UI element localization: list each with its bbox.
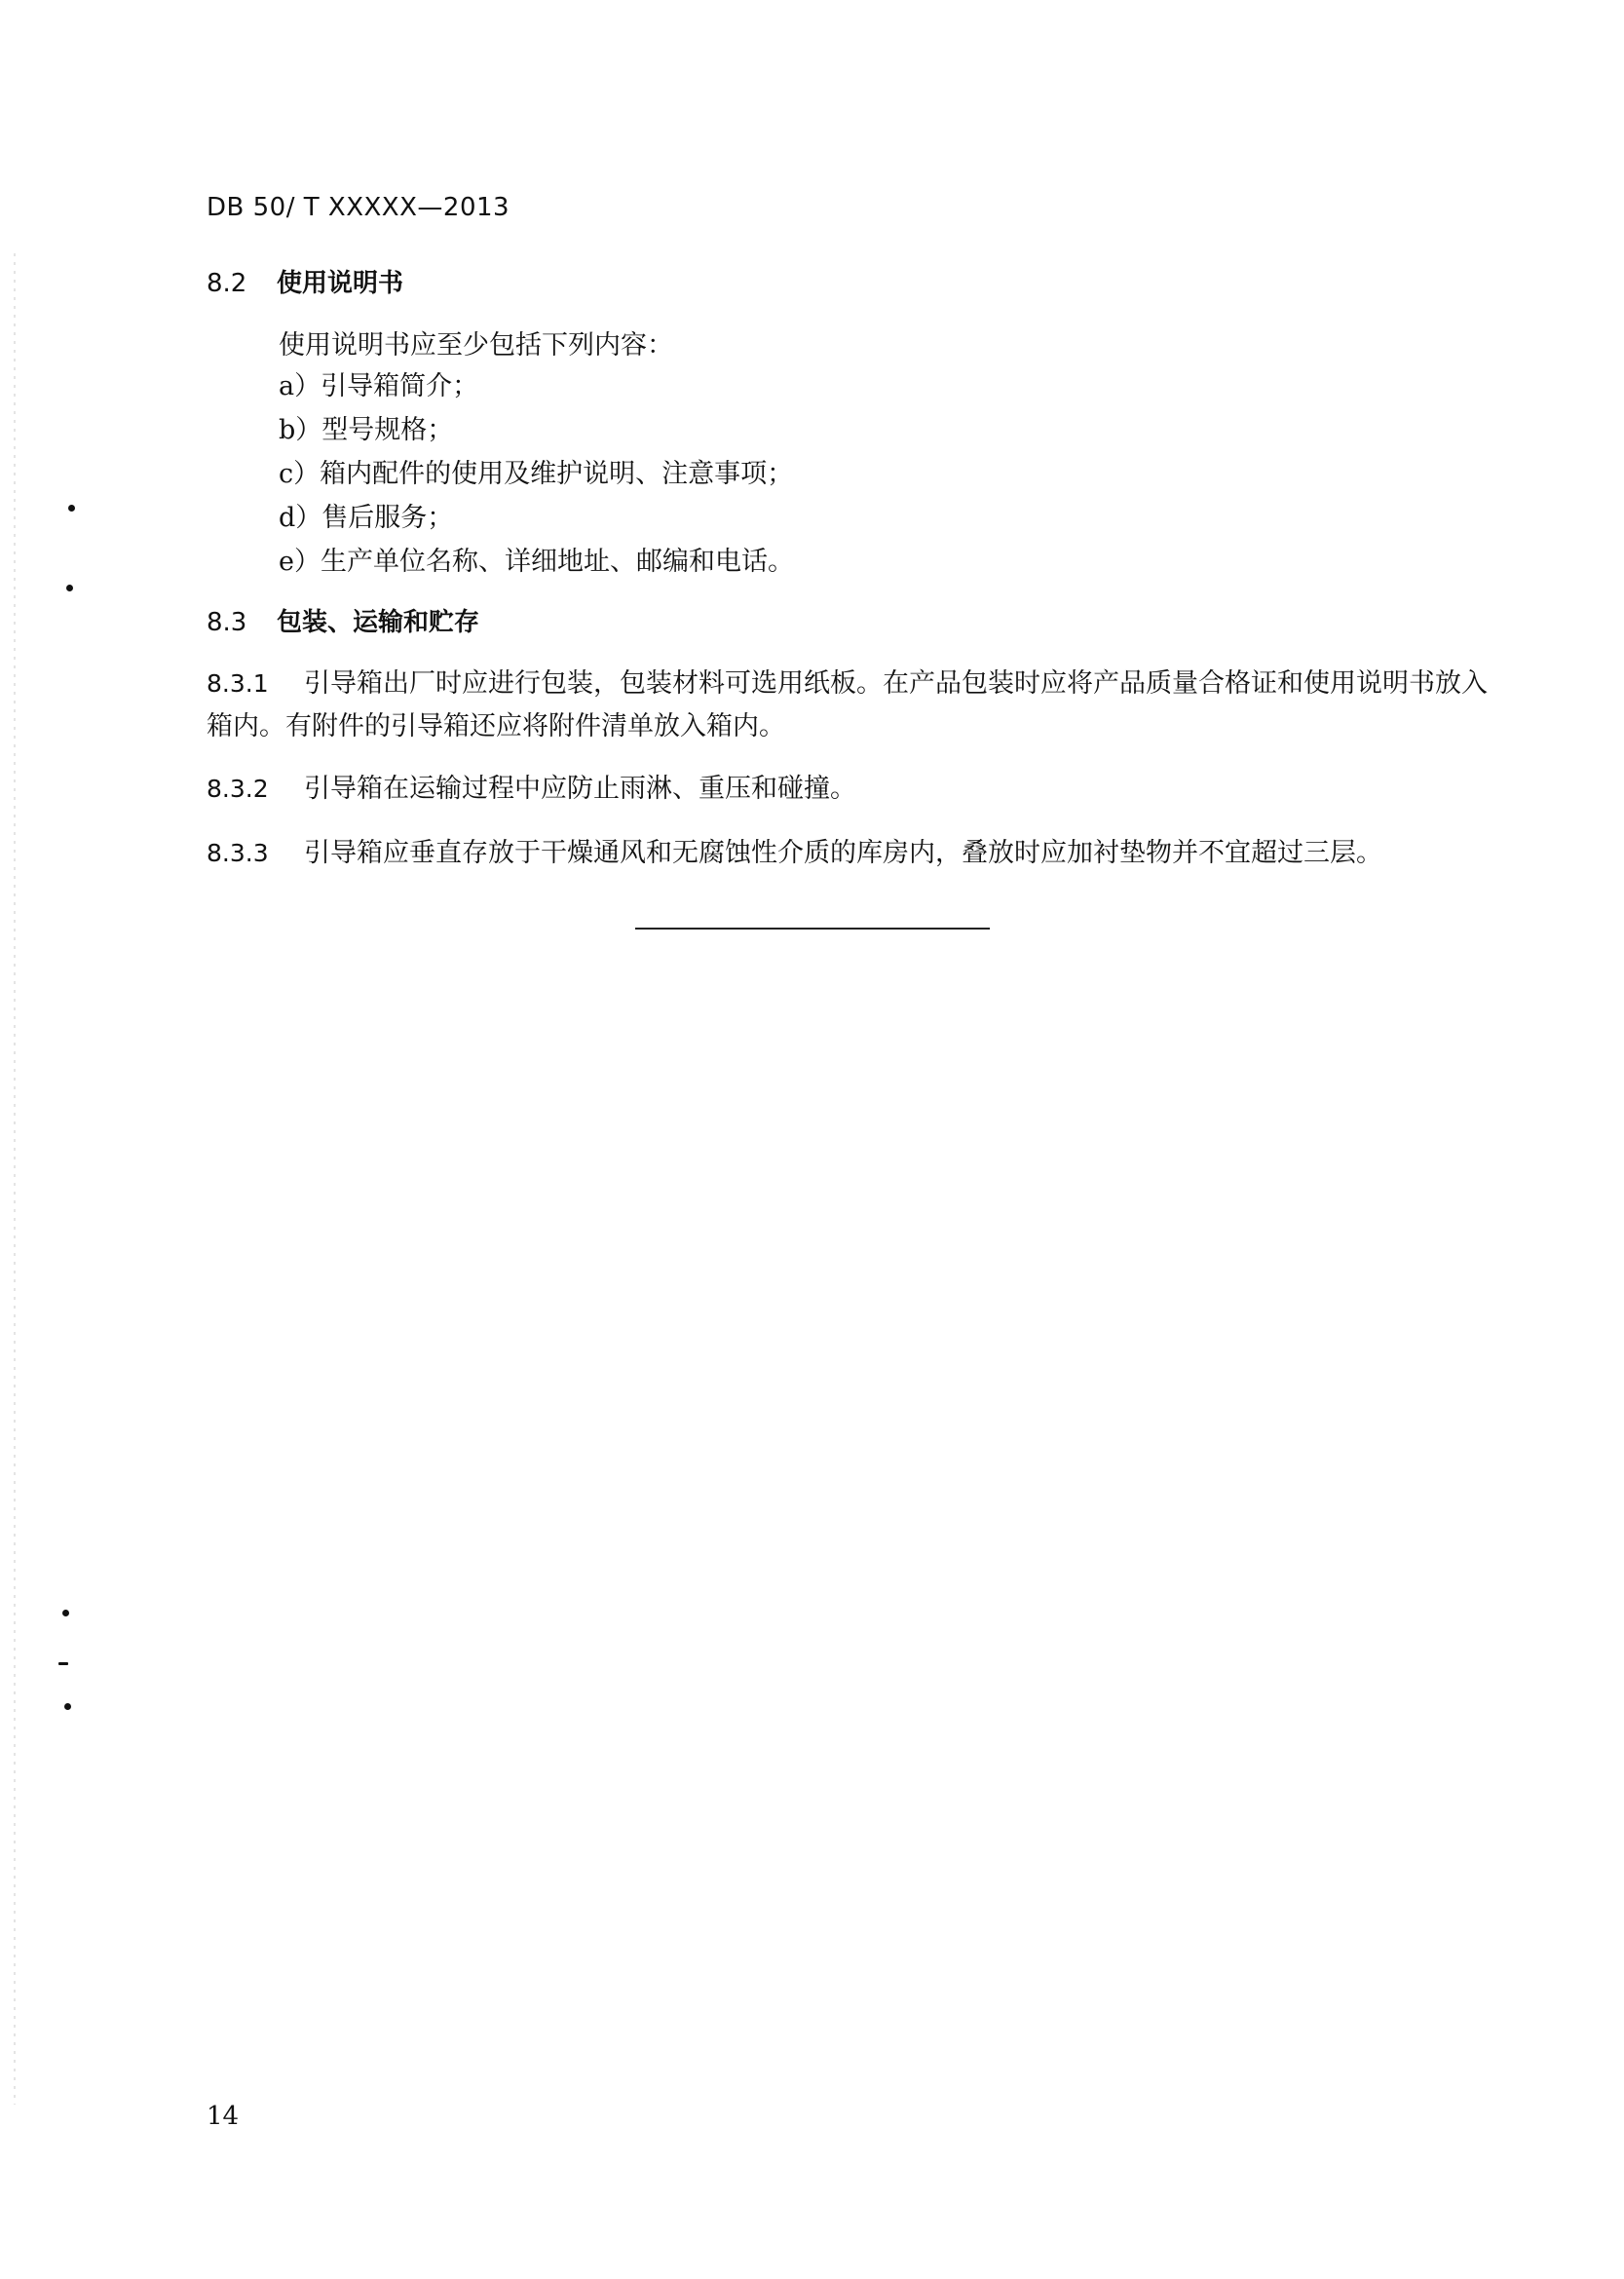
scan-speck [68, 505, 75, 512]
list-item: d）售后服务； [279, 503, 454, 533]
scan-speck [62, 1610, 69, 1616]
clause-number: 8.3.1 [207, 669, 269, 698]
list-item: c）箱内配件的使用及维护说明、注意事项； [279, 459, 794, 489]
scan-edge-artifact [14, 253, 16, 2105]
clause-number: 8.3.2 [207, 775, 269, 803]
clause-number: 8.3.3 [207, 839, 269, 867]
section-title: 使用说明书 [277, 269, 404, 298]
section-number: 8.2 [207, 269, 247, 298]
clause-text: 引导箱出厂时应进行包装，包装材料可选用纸板。在产品包装时应将产品质量合格证和使用说明书放入箱内。有附件的引导箱还应将附件清单放入箱内。 [207, 668, 1488, 741]
clause-8-3-2 [207, 768, 1502, 811]
clause-text: 引导箱应垂直存放于干燥通风和无腐蚀性介质的库房内，叠放时应加衬垫物并不宜超过三层。 [304, 838, 1382, 868]
section-title: 包装、运输和贮存 [277, 608, 480, 637]
list-item: a）引导箱简介； [279, 371, 479, 401]
list-item: e）生产单位名称、详细地址、邮编和电话。 [279, 547, 794, 577]
document-code: DB 50/ T XXXXX—2013 [207, 193, 510, 222]
clause-8-3-3 [207, 832, 1502, 875]
instructions-list [279, 364, 794, 584]
section-heading-8-3 [207, 602, 479, 638]
scan-speck [64, 1703, 71, 1710]
clause-8-3-1 [207, 663, 1502, 748]
section-heading-8-2 [207, 263, 403, 299]
scan-speck [58, 1662, 68, 1665]
section-number: 8.3 [207, 608, 247, 637]
page-number: 14 [207, 2102, 240, 2131]
end-of-document-rule [635, 928, 990, 930]
instructions-intro: 使用说明书应至少包括下列内容： [279, 330, 673, 361]
list-item: b）型号规格； [279, 415, 454, 445]
clause-text: 引导箱在运输过程中应防止雨淋、重压和碰撞。 [304, 774, 856, 804]
scan-speck [66, 585, 73, 591]
